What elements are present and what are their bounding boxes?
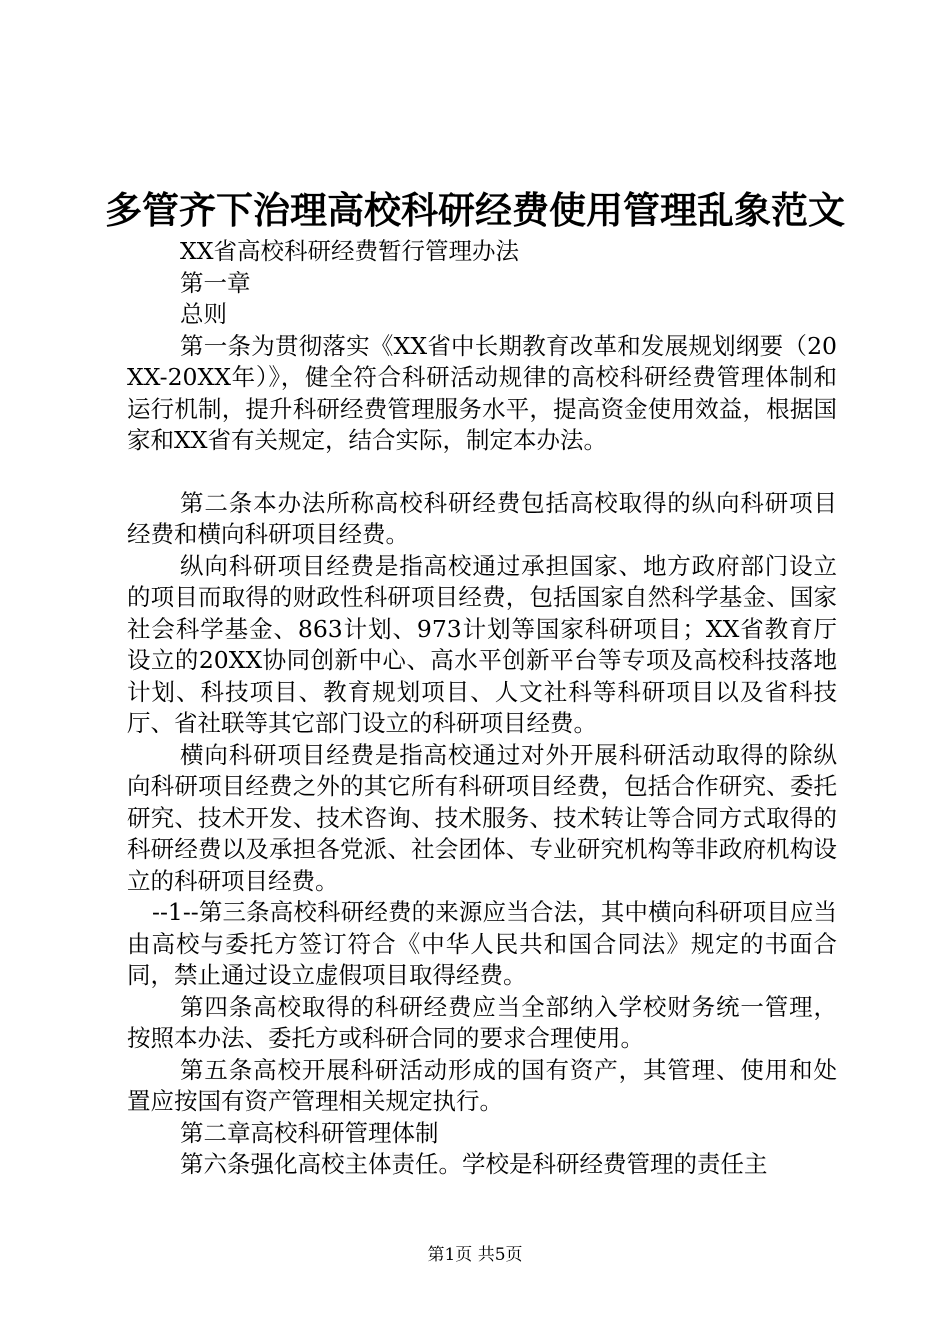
chapter-heading: 第一章 [180,268,251,297]
subtitle-paragraph: XX省高校科研经费暂行管理办法 [180,237,519,265]
article-3-paragraph: --1--第三条高校科研经费的来源应当合法，其中横向科研项目应当由高校与委托方签订符合《中华人民共和国合同法》规定的书面合同，禁止通过设立虚假项目取得经费。 [127,898,837,989]
section-heading: 总则 [180,300,227,328]
vertical-funding-paragraph: 纵向科研项目经费是指高校通过承担国家、地方政府部门设立的项目而取得的财政性科研项目经费，包括国家自然科学基金、国家社会科学基金、863计划、973计划等国家科研项目；XX省教育厅设立的20XX协同创新中心、高水平创新平台等专项及高校科技落地计划、科技项目、教育规划项目、人文社科等科研项目以及省科技厅、省社联等其它部门设立的科研项目经费。 [127,551,837,737]
document-title: 多管齐下治理高校科研经费使用管理乱象范文 [105,188,845,232]
article-1-paragraph: 第一条为贯彻落实《XX省中长期教育改革和发展规划纲要（20XX-20XX年）》，健全符合科研活动规律的高校科研经费管理体制和运行机制，提升科研经费管理服务水平，提高资金使用效益，根据国家和XX省有关规定，结合实际，制定本办法。 [127,331,837,454]
document-body [127,236,837,1181]
article-6-paragraph: 第六条强化高校主体责任。学校是科研经费管理的责任主 [180,1150,768,1178]
article-2-paragraph: 第二条本办法所称高校科研经费包括高校取得的纵向科研项目经费和横向科研项目经费。 [127,488,837,548]
page-number-footer: 第1页 共5页 [427,1245,523,1265]
article-5-paragraph: 第五条高校开展科研活动形成的国有资产，其管理、使用和处置应按国有资产管理相关规定执行。 [127,1055,837,1115]
horizontal-funding-paragraph: 横向科研项目经费是指高校通过对外开展科研活动取得的除纵向科研项目经费之外的其它所有科研项目经费，包括合作研究、委托研究、技术开发、技术咨询、技术服务、技术转让等合同方式取得的科研经费以及承担各党派、社会团体、专业研究机构等非政府机构设立的科研项目经费。 [127,740,837,895]
chapter-2-heading: 第二章高校科研管理体制 [180,1118,439,1147]
article-4-paragraph: 第四条高校取得的科研经费应当全部纳入学校财务统一管理，按照本办法、委托方或科研合同的要求合理使用。 [127,992,837,1052]
